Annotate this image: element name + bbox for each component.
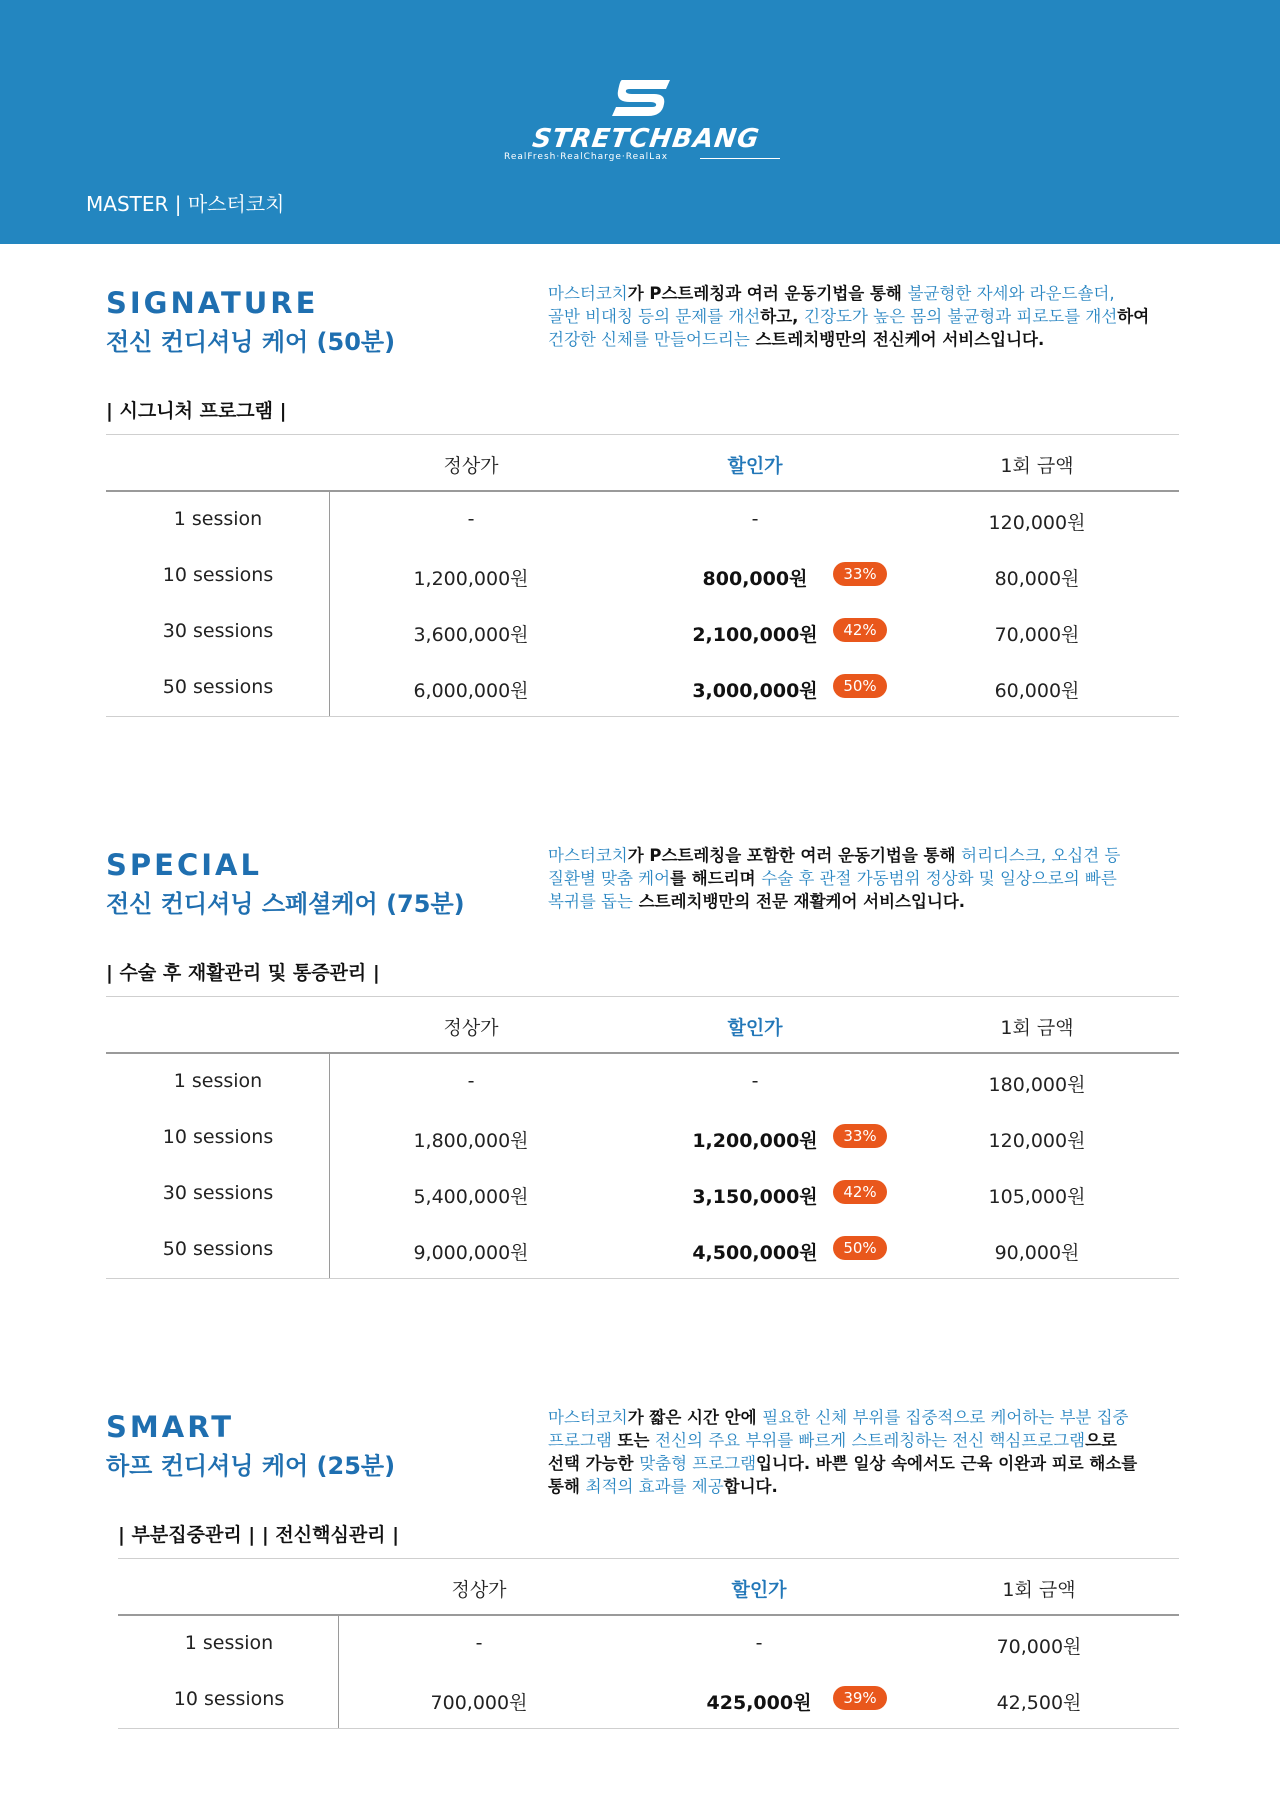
- per-session-price: 80,000원: [994, 568, 1080, 590]
- description-highlight: 긴장도가 높은 몸의 불균형과 피로도를 개선: [804, 307, 1118, 326]
- sale-price: -: [755, 1632, 763, 1654]
- discount-badge: 50%: [833, 674, 887, 698]
- description-line: [548, 1406, 1173, 1429]
- description-highlight: 복귀를 돕는: [548, 892, 633, 911]
- regular-price: -: [475, 1632, 483, 1654]
- session-count: 50 sessions: [162, 1238, 274, 1260]
- table-header-row: [118, 1558, 1179, 1616]
- header-regular-price: 정상가: [443, 1017, 499, 1039]
- description-line: [548, 844, 1173, 867]
- discount-badge: 33%: [833, 1124, 887, 1148]
- header-per-session: 1회 금액: [1002, 1579, 1076, 1601]
- stretchbang-logo-icon: [608, 78, 676, 118]
- description-line: [548, 1452, 1173, 1475]
- per-session-price: 70,000원: [994, 624, 1080, 646]
- session-count: 1 session: [173, 508, 263, 530]
- price-table: [118, 1558, 1179, 1730]
- section-korean-title: 전신 컨디셔닝 케어 (50분): [106, 328, 396, 356]
- table-bottom-border: [106, 1278, 1179, 1279]
- section-description: [548, 1406, 1173, 1498]
- description-highlight: 마스터코치: [548, 846, 628, 865]
- regular-price: 6,000,000원: [413, 680, 529, 702]
- description-text: 스트레치뱅만의 전신케어 서비스입니다.: [749, 330, 1045, 349]
- description-highlight: 불균형한 자세와 라운드숄더,: [907, 284, 1115, 303]
- table-header-row: [106, 434, 1179, 492]
- section-description: [548, 282, 1173, 351]
- session-count: 50 sessions: [162, 676, 274, 698]
- table-column-divider: [329, 1054, 330, 1278]
- description-line: [548, 1475, 1173, 1498]
- table-header-row: [106, 996, 1179, 1054]
- header-banner: [0, 0, 1280, 244]
- table-column-divider: [338, 1616, 339, 1728]
- header-sale-price: 할인가: [727, 1017, 783, 1039]
- price-table: [106, 434, 1179, 718]
- description-text: 하고,: [760, 307, 805, 326]
- section-english-title: SMART: [106, 1410, 234, 1444]
- description-text: 으로: [1085, 1431, 1117, 1450]
- description-highlight: 수술 후 관절 가동범위 정상화 및 일상으로의 빠른: [761, 869, 1117, 888]
- discount-badge: 42%: [833, 1180, 887, 1204]
- regular-price: -: [467, 1070, 475, 1092]
- description-highlight: 질환별 맞춤 케어: [548, 869, 671, 888]
- description-text: 선택 가능한: [548, 1454, 640, 1473]
- section-korean-title: 전신 컨디셔닝 스페셜케어 (75분): [106, 890, 465, 918]
- coach-level-label: MASTER | 마스터코치: [86, 192, 285, 216]
- description-text: 합니다.: [723, 1477, 778, 1496]
- session-count: 1 session: [173, 1070, 263, 1092]
- per-session-price: 90,000원: [994, 1242, 1080, 1264]
- session-count: 10 sessions: [162, 564, 274, 586]
- per-session-price: 120,000원: [988, 512, 1086, 534]
- header-per-session: 1회 금액: [1000, 1017, 1074, 1039]
- description-text: 통해: [548, 1477, 586, 1496]
- description-text: 가 P스트레칭을 포함한 여러 운동기법을 통해: [627, 846, 962, 865]
- brand-name: STRETCHBANG: [530, 124, 762, 154]
- header-sale-price: 할인가: [727, 455, 783, 477]
- description-text: 또는: [611, 1431, 656, 1450]
- description-text: 를 해드리며: [670, 869, 762, 888]
- description-text: 하여: [1117, 307, 1150, 326]
- sale-price: 3,150,000원: [692, 1186, 818, 1208]
- sale-price: 3,000,000원: [692, 680, 818, 702]
- regular-price: 1,200,000원: [413, 568, 529, 590]
- header-sale-price: 할인가: [731, 1579, 787, 1601]
- section-english-title: SPECIAL: [106, 848, 262, 882]
- section-english-title: SIGNATURE: [106, 286, 319, 320]
- tagline-rule: [700, 158, 780, 159]
- sale-price: 425,000원: [706, 1692, 812, 1714]
- session-count: 1 session: [184, 1632, 274, 1654]
- program-label: | 부분집중관리 | | 전신핵심관리 |: [118, 1524, 400, 1546]
- description-highlight: 전신의 주요 부위를 빠르게 스트레칭하는 전신 핵심프로그램: [655, 1431, 1086, 1450]
- sale-price: 2,100,000원: [692, 624, 818, 646]
- session-count: 10 sessions: [162, 1126, 274, 1148]
- description-line: [548, 890, 1173, 913]
- description-text: 가 P스트레칭과 여러 운동기법을 통해: [627, 284, 908, 303]
- regular-price: 3,600,000원: [413, 624, 529, 646]
- sale-price: 1,200,000원: [692, 1130, 818, 1152]
- description-highlight: 필요한 신체 부위를 집중적으로 케어하는 부분 집중: [762, 1408, 1129, 1427]
- sale-price: 800,000원: [702, 568, 808, 590]
- per-session-price: 120,000원: [988, 1130, 1086, 1152]
- discount-badge: 39%: [833, 1686, 887, 1710]
- per-session-price: 105,000원: [988, 1186, 1086, 1208]
- session-count: 30 sessions: [162, 1182, 274, 1204]
- description-line: [548, 305, 1173, 328]
- section-korean-title: 하프 컨디셔닝 케어 (25분): [106, 1452, 396, 1480]
- table-bottom-border: [106, 716, 1179, 717]
- brand-tagline: RealFresh·RealCharge·RealLax: [504, 152, 669, 162]
- discount-badge: 42%: [833, 618, 887, 642]
- regular-price: 9,000,000원: [413, 1242, 529, 1264]
- header-regular-price: 정상가: [443, 455, 499, 477]
- description-text: 가 짧은 시간 안에: [627, 1408, 763, 1427]
- price-section-smart: [0, 1410, 1280, 1811]
- session-count: 30 sessions: [162, 620, 274, 642]
- program-label: | 시그니처 프로그램 |: [106, 400, 287, 422]
- description-line: [548, 282, 1173, 305]
- header-regular-price: 정상가: [451, 1579, 507, 1601]
- description-text: 스트레치뱅만의 전문 재활케어 서비스입니다.: [632, 892, 966, 911]
- regular-price: 5,400,000원: [413, 1186, 529, 1208]
- table-bottom-border: [118, 1728, 1179, 1729]
- description-line: [548, 328, 1173, 351]
- discount-badge: 50%: [833, 1236, 887, 1260]
- sale-price: -: [751, 1070, 759, 1092]
- per-session-price: 70,000원: [996, 1636, 1082, 1658]
- per-session-price: 42,500원: [996, 1692, 1082, 1714]
- per-session-price: 60,000원: [994, 680, 1080, 702]
- description-highlight: 허리디스크, 오십견 등: [961, 846, 1121, 865]
- description-highlight: 마스터코치: [548, 1408, 628, 1427]
- regular-price: 1,800,000원: [413, 1130, 529, 1152]
- sale-price: 4,500,000원: [692, 1242, 818, 1264]
- section-description: [548, 844, 1173, 913]
- description-text: 입니다. 바쁜 일상 속에서도 근육 이완과 피로 해소를: [756, 1454, 1138, 1473]
- description-line: [548, 1429, 1173, 1452]
- discount-badge: 33%: [833, 562, 887, 586]
- price-table: [106, 996, 1179, 1280]
- program-label: | 수술 후 재활관리 및 통증관리 |: [106, 962, 380, 984]
- description-highlight: 맞춤형 프로그램: [639, 1454, 757, 1473]
- description-highlight: 골반 비대칭 등의 문제를 개선: [548, 307, 761, 326]
- per-session-price: 180,000원: [988, 1074, 1086, 1096]
- description-highlight: 마스터코치: [548, 284, 628, 303]
- description-line: [548, 867, 1173, 890]
- sale-price: -: [751, 508, 759, 530]
- price-section-special: [0, 848, 1280, 1408]
- description-highlight: 최적의 효과를 제공: [585, 1477, 724, 1496]
- description-highlight: 건강한 신체를 만들어드리는: [548, 330, 750, 349]
- session-count: 10 sessions: [173, 1688, 285, 1710]
- regular-price: 700,000원: [430, 1692, 528, 1714]
- price-section-signature: [0, 286, 1280, 846]
- description-highlight: 프로그램: [548, 1431, 612, 1450]
- table-column-divider: [329, 492, 330, 716]
- regular-price: -: [467, 508, 475, 530]
- header-per-session: 1회 금액: [1000, 455, 1074, 477]
- brand-logo: [500, 78, 790, 168]
